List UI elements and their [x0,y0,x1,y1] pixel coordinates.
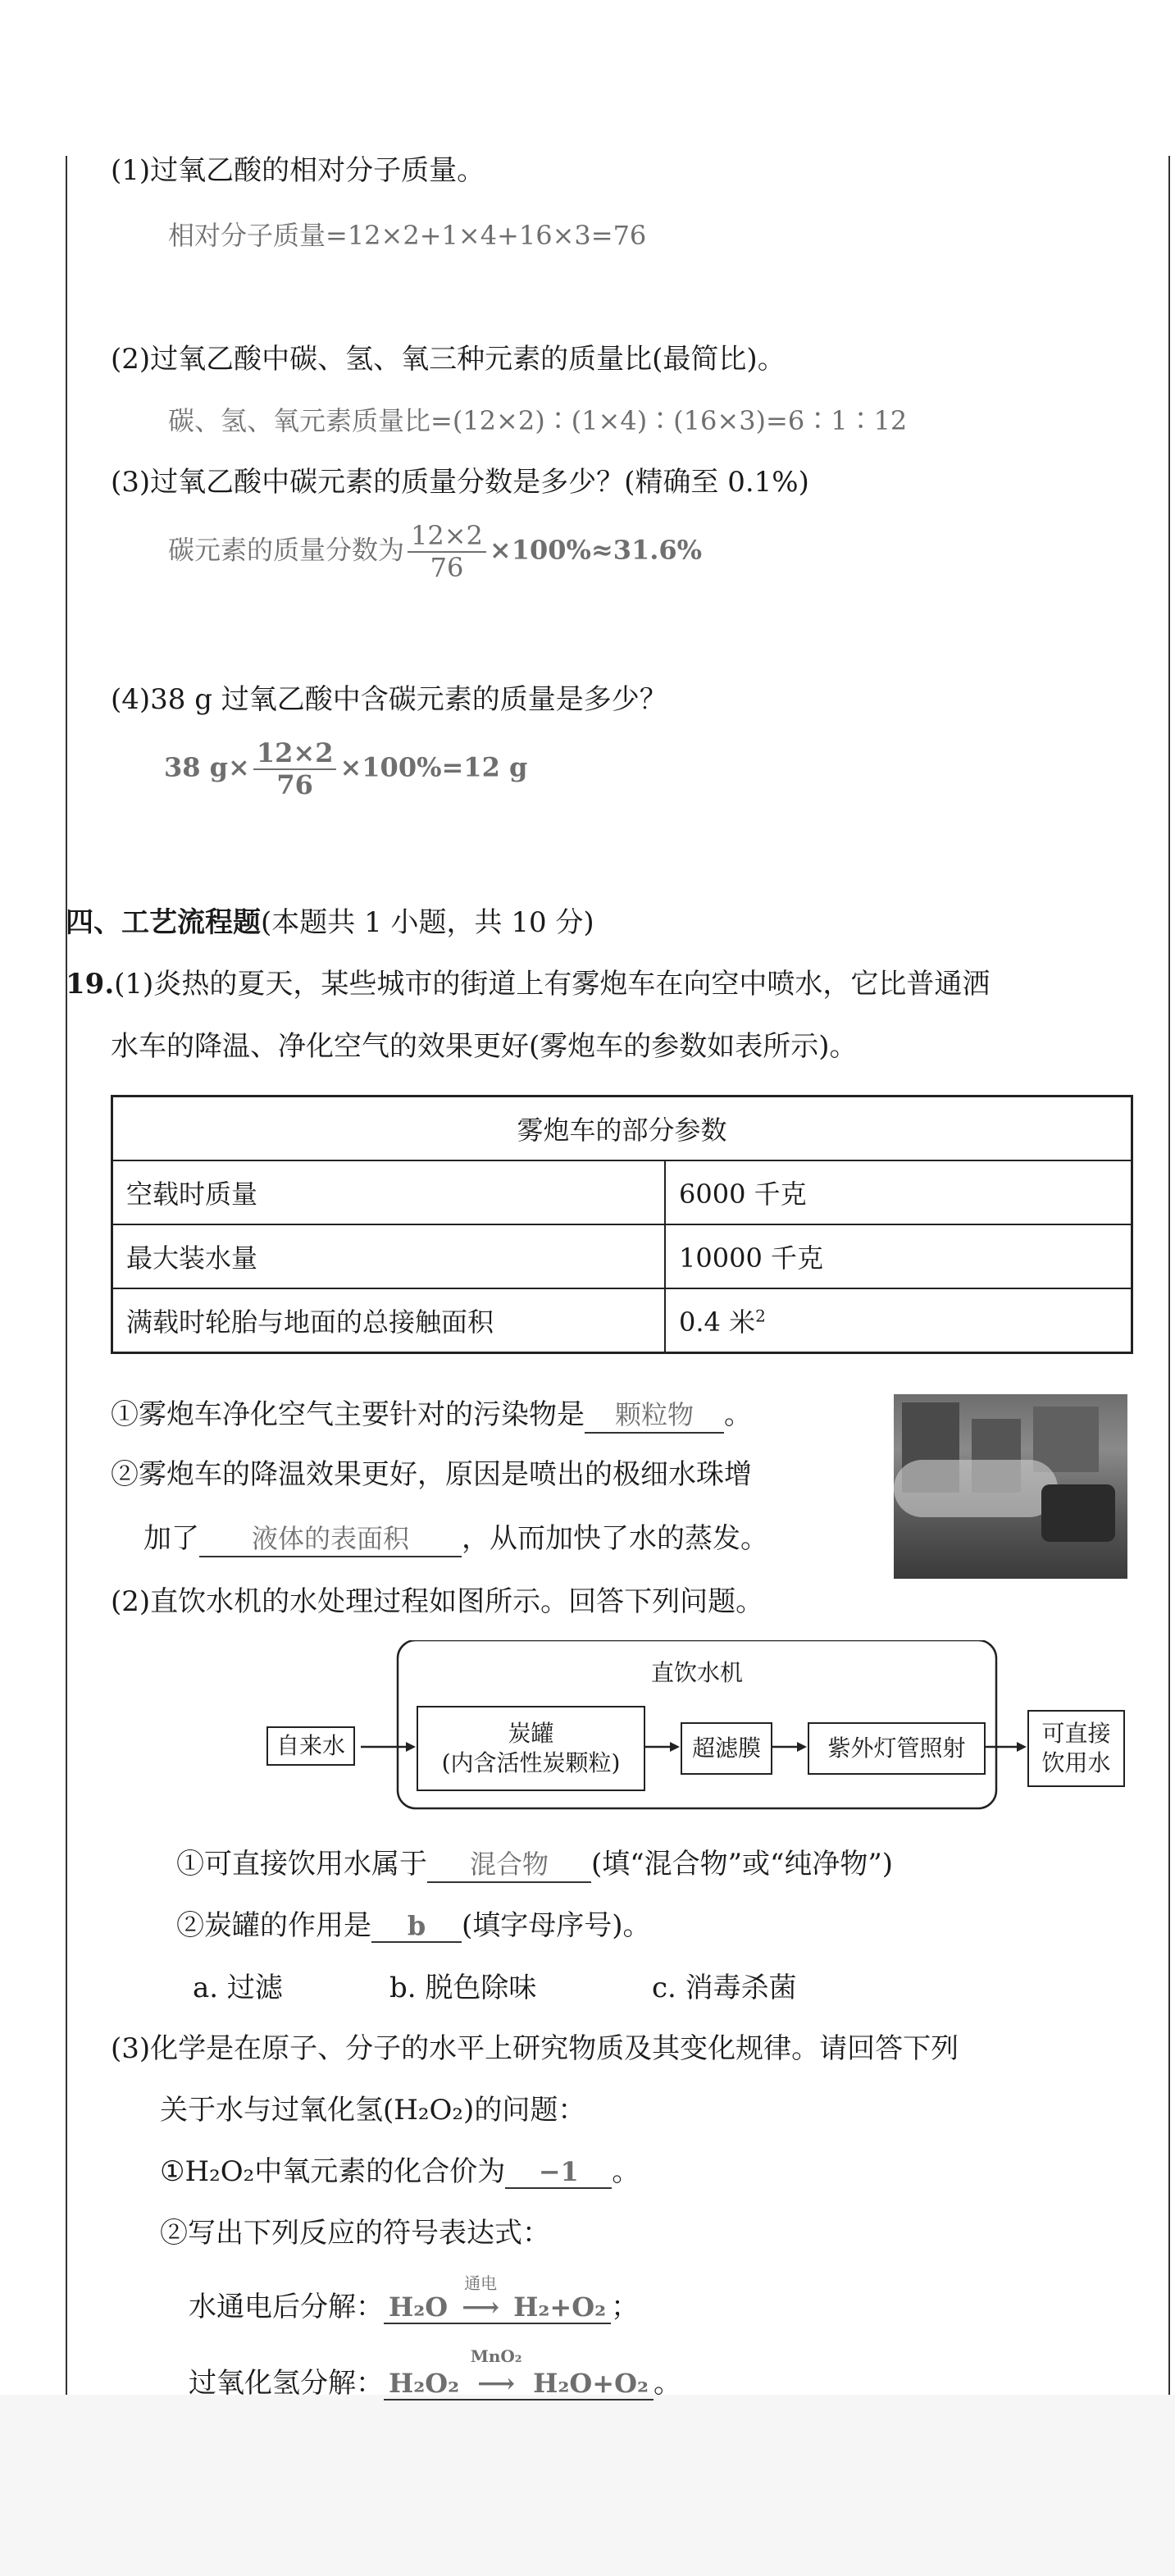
flow-output-line2: 饮用水 [1041,1749,1111,1776]
q19-s1-prefix: ①雾炮车净化空气主要针对的污染物是 [111,1398,585,1431]
q19-p3-s2: ②写出下列反应的符号表达式： [160,2217,550,2250]
table-cell-value [665,1288,1132,1353]
truck-shape [1041,1484,1115,1542]
reaction-1-reactant: H₂O [389,2291,449,2323]
flow-step-carbon-tank [417,1706,645,1791]
reaction-1-end: ； [611,2291,640,2323]
flow-step-uv-lamp: 紫外灯管照射 [808,1722,986,1775]
q3-fraction-numerator: 12×2 [408,521,486,553]
reaction-1-arrow: 通电 ⟶ [448,2291,513,2323]
reaction-2-equation [384,2346,654,2400]
q4-answer-prefix: 38 g× [164,751,250,783]
q4-fraction [253,738,337,800]
option-c: c. 消毒杀菌 [652,1972,797,2004]
option-b: b. 脱色除味 [389,1972,537,2004]
q19-p2-s2-suffix: (填字母序号)。 [462,1909,651,1942]
q19-s2-prefix: 加了 [143,1522,199,1555]
reaction-1-label: 水通电后分解： [189,2291,384,2323]
q19-intro-line2: 水车的降温、净化空气的效果更好(雾炮车的参数如表所示)。 [111,1030,858,1063]
table-row [112,1224,1132,1288]
q19-p3-s1-answer: −1 [505,2156,612,2189]
q19-p2-s2-prefix: ②炭罐的作用是 [176,1909,371,1942]
q3-fraction-denominator: 76 [430,551,464,583]
table-cell-value: 10000 千克 [665,1224,1132,1288]
table-cell-value: 6000 千克 [665,1160,1132,1224]
q19-s2-line1: ②雾炮车的降温效果更好，原因是喷出的极细水珠增 [111,1458,752,1491]
q19-p3-line1: (3)化学是在原子、分子的水平上研究物质及其变化规律。请回答下列 [111,2032,959,2065]
table-cell-label: 最大装水量 [112,1224,666,1288]
q19-s1-answer: 颗粒物 [585,1394,724,1434]
table-row [112,1288,1132,1353]
table-cell-label: 空载时质量 [112,1160,666,1224]
water-purifier-flow-diagram [262,1640,1132,1829]
flow-output-line1: 可直接 [1041,1719,1111,1747]
table-header-row [112,1097,1132,1161]
q19-p3-line2: 关于水与过氧化氢(H₂O₂)的问题： [160,2094,586,2127]
q19-s1-suffix: 。 [724,1398,752,1431]
q19-p3-s1-prefix: ①H₂O₂中氧元素的化合价为 [160,2155,506,2188]
flow-machine-title: 直饮水机 [650,1659,743,1686]
q19-p2-intro: (2)直饮水机的水处理过程如图所示。回答下列问题。 [111,1585,764,1618]
table-cell-label: 满载时轮胎与地面的总接触面积 [112,1288,666,1353]
reaction-1 [189,2273,640,2324]
q4-fraction-numerator: 12×2 [253,738,337,770]
q3-answer-suffix: ×100%≈31.6% [489,534,703,566]
reaction-2 [189,2346,681,2400]
reaction-1-products: H₂+O₂ [513,2291,607,2323]
q3-fraction [408,521,486,583]
fog-cannon-truck-photo [894,1394,1127,1579]
q4-fraction-denominator: 76 [276,768,313,800]
flow-source [262,1726,359,1766]
building-shape [1033,1407,1099,1472]
option-a: a. 过滤 [193,1972,283,2004]
q19-p2-s1-answer: 混合物 [427,1844,591,1883]
reaction-2-label: 过氧化氢分解： [189,2367,384,2400]
table-row [112,1160,1132,1224]
q1-prompt: (1)过氧乙酸的相对分子质量。 [111,154,485,187]
q2-answer: 碳、氢、氧元素质量比=(12×2)∶(1×4)∶(16×3)=6∶1∶12 [168,405,908,436]
flow-step-ultrafiltration: 超滤膜 [681,1722,772,1775]
q19-s2-answer: 液体的表面积 [199,1518,462,1557]
table-header: 雾炮车的部分参数 [112,1097,1132,1161]
q19-intro-text: (1)炎热的夏天，某些城市的街道上有雾炮车在向空中喷水，它比普通洒 [114,968,991,1001]
q19-p2-s1-suffix: (填“混合物”或“纯净物”) [591,1848,894,1881]
q19-s2-suffix: ，从而加快了水的蒸发。 [462,1522,768,1555]
flow-step1-line2: (内含活性炭颗粒) [441,1749,621,1776]
reaction-2-end: 。 [653,2367,681,2400]
q4-prompt: (4)38 g 过氧乙酸中含碳元素的质量是多少？ [111,683,667,716]
section-note: (本题共 1 小题，共 10 分) [261,906,594,939]
flow-output [1027,1710,1125,1787]
q19-s2-line2 [143,1516,768,1557]
q4-answer-suffix: ×100%=12 g [339,751,528,783]
q4-answer [164,738,527,800]
area-value: 0.4 米 [679,1306,756,1338]
q19-p2-s2-answer: b [371,1910,462,1943]
q1-answer: 相对分子质量=12×2+1×4+16×3=76 [168,220,647,251]
fog-cannon-params-table [111,1095,1133,1354]
reaction-1-condition: 通电 [464,2273,498,2293]
reaction-2-arrow: MnO₂ ⟶ [459,2368,533,2399]
q19-p3-s1-suffix: 。 [612,2155,640,2188]
reaction-2-condition: MnO₂ [470,2346,522,2366]
page-bottom-margin [0,2395,1175,2576]
q19-p2-s2 [176,1903,651,1943]
reaction-2-reactant: H₂O₂ [389,2368,460,2399]
reaction-1-equation [384,2273,611,2324]
q3-answer [168,521,702,583]
q19-s1 [111,1392,752,1434]
q19-intro-line1 [66,961,990,1001]
area-unit-superscript: 2 [755,1306,766,1326]
flow-source-label: 自来水 [266,1726,355,1766]
q3-prompt: (3)过氧乙酸中碳元素的质量分数是多少？(精确至 0.1%) [111,466,809,499]
right-margin-rule [1168,156,1170,2395]
q3-answer-prefix: 碳元素的质量分数为 [168,534,405,566]
flow-step1-line1: 炭罐 [508,1719,554,1747]
q2-prompt: (2)过氧乙酸中碳、氢、氧三种元素的质量比(最简比)。 [111,343,786,376]
water-mist [894,1460,1058,1517]
section-title: 四、工艺流程题 [66,906,261,939]
reaction-2-products: H₂O+O₂ [533,2368,649,2399]
q19-p3-s1 [160,2149,640,2189]
q19-p2-s1-prefix: ①可直接饮用水属于 [176,1848,427,1881]
q19-p2-s1 [176,1841,893,1883]
q19-options [193,1965,797,2005]
q19-number: 19. [66,968,115,1001]
left-margin-rule [66,156,67,2395]
section-heading [66,900,594,940]
